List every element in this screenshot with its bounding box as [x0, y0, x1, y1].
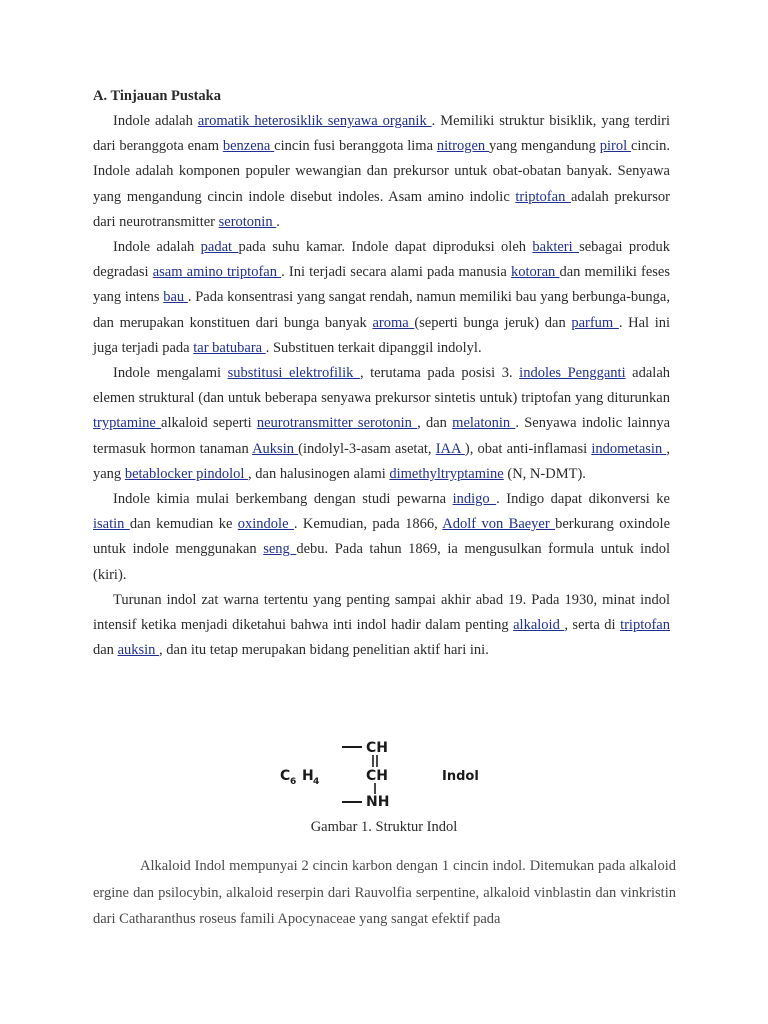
hyperlink[interactable]: indoles Pengganti [519, 365, 626, 382]
hyperlink[interactable]: nitrogen [436, 138, 489, 155]
hyperlink[interactable]: neurotransmitter serotonin [256, 415, 418, 432]
paragraph-text: . Indigo dapat dikonversi ke [496, 491, 670, 508]
paragraph-text: . Ini terjadi secara alami pada manusia [281, 264, 511, 281]
paragraph-text: dan memiliki feses yang intens [93, 264, 671, 306]
hyperlink[interactable]: substitusi elektrofilik [227, 365, 360, 382]
paragraph-text: . Substituen terkait dipanggil indolyl. [265, 339, 482, 356]
hyperlink[interactable]: dimethyltryptamine [389, 465, 504, 482]
indol-structure-figure [0, 736, 768, 816]
paragraph-2 [93, 235, 670, 361]
hyperlink[interactable]: triptofan [515, 188, 571, 205]
paragraph-text: , dan halusinogen alami [248, 465, 390, 482]
paragraph-text: alkaloid seperti [161, 415, 257, 432]
c6-subscript: 6 [290, 777, 297, 787]
hyperlink[interactable]: serotonin [218, 213, 277, 230]
paragraph-text: Turunan indol zat warna tertentu yang penting sampai akhir abad 19. Pada 1930, minat indol intensif ketika menjadi diketahui bahwa inti indol hadir dalam penting [93, 591, 670, 634]
paragraph-text: (seperti bunga jeruk) dan [414, 314, 572, 331]
paragraph-alkaloid-indol: Alkaloid Indol mempunyai 2 cincin karbon dengan 1 cincin indol. Ditemukan pada alkaloid ergine dan psilocybin, alkaloid reserpin dari Rauvolfia serpentine, alkaloid vinblastin dan vinkristin dari Catharanthus roseus famili Apocynaceae yang sangat efektif pada [93, 858, 676, 927]
paragraph-text: Indole adalah [113, 239, 201, 256]
paragraph-text: dan [93, 642, 118, 659]
paragraph-text: , terutama pada posisi 3. [359, 365, 520, 382]
paragraph-text: . Pada konsentrasi yang sangat rendah, namun memiliki bau yang berbunga-bunga, dan merupakan konstituen dari bunga banyak [93, 289, 670, 331]
paragraph-text: , serta di [564, 617, 621, 634]
paragraph-text: cincin fusi beranggota lima [274, 138, 437, 155]
paragraph-text: . Memiliki struktur bisiklik, yang terdiri dari beranggota enam [93, 113, 670, 155]
hyperlink[interactable]: bakteri [532, 239, 580, 256]
hyperlink[interactable]: indometasin [591, 440, 667, 457]
paragraph-text: . Senyawa indolic lainnya termasuk hormon tanaman [93, 415, 670, 457]
hyperlink[interactable]: IAA [435, 440, 465, 457]
paragraph-text: . [276, 213, 280, 230]
hyperlink[interactable]: benzena [222, 138, 275, 155]
hyperlink[interactable]: asam amino triptofan [152, 264, 282, 281]
paragraph-text: adalah prekursor dari neurotransmitter [93, 188, 670, 230]
paragraph-text: ), obat anti-inflamasi [464, 440, 592, 457]
hyperlink[interactable]: aroma [372, 314, 415, 331]
hyperlink[interactable]: oxindole [237, 516, 294, 533]
paragraph-text: , yang [93, 440, 670, 482]
paragraph-text: dan kemudian ke [129, 516, 238, 533]
hyperlink[interactable]: parfum [571, 314, 619, 331]
hyperlink[interactable]: seng [263, 541, 297, 558]
paragraph-text: (N, N-DMT). [503, 465, 586, 482]
h4-text: H [302, 768, 314, 784]
hyperlink[interactable]: Adolf von Baeyer [442, 516, 556, 533]
ch-mid-text: CH [366, 768, 388, 784]
paragraph-5 [93, 588, 670, 664]
hyperlink[interactable]: pirol [599, 138, 631, 155]
paragraph-1 [93, 109, 670, 235]
paragraph-3 [93, 361, 670, 487]
hyperlink[interactable]: tryptamine [93, 415, 162, 432]
paragraph-text: sebagai produk degradasi [93, 239, 671, 281]
paragraph-text: berkurang oxindole untuk indole menggunakan [93, 516, 670, 558]
indol-label: Indol [442, 769, 479, 784]
paragraph-text: adalah elemen struktural (dan untuk beberapa senyawa prekursor sintetis untuk) triptofan yang diturunkan [93, 365, 671, 407]
paragraph-text: pada suhu kamar. Indole dapat diproduksi oleh [238, 239, 533, 256]
paragraph-text: Indole adalah [113, 113, 198, 129]
hyperlink[interactable]: tar batubara [193, 339, 266, 356]
hyperlink[interactable]: bau [163, 289, 188, 306]
hyperlink[interactable]: auksin [117, 642, 160, 659]
paragraph-text: (indolyl-3-asam asetat, [298, 440, 436, 457]
figure-caption: Gambar 1. Struktur Indol [310, 819, 458, 835]
hyperlink[interactable]: betablocker pindolol [124, 465, 249, 482]
paragraph-text: yang mengandung [489, 138, 600, 155]
c6-text: C [280, 768, 291, 784]
paragraph-text: Indole kimia mulai berkembang dengan studi pewarna [113, 491, 453, 508]
indol-structure-diagram [280, 736, 500, 816]
hyperlink[interactable]: aromatik heterosiklik senyawa organik [197, 113, 432, 129]
hyperlink[interactable]: melatonin [452, 415, 516, 432]
document-content [93, 84, 670, 663]
hyperlink[interactable]: padat [200, 239, 239, 256]
hyperlink[interactable]: isatin [93, 516, 130, 533]
hyperlink[interactable]: indigo [452, 491, 497, 508]
paragraph-text: cincin. Indole adalah komponen populer wewangian dan prekursor untuk obat-obatan banyak. Senyawa yang mengandung cincin indole disebut indoles. Asam amino indolic [93, 138, 671, 205]
paragraph-4 [93, 487, 670, 588]
paragraph-text: , dan itu tetap merupakan bidang penelitian aktif hari ini. [159, 642, 489, 659]
h4-subscript: 4 [313, 777, 320, 787]
hyperlink[interactable]: triptofan [620, 617, 670, 634]
hyperlink[interactable]: alkaloid [513, 617, 565, 634]
nh-text: NH [366, 794, 390, 810]
paragraph-text: , dan [417, 415, 453, 432]
hyperlink[interactable]: Auksin [252, 440, 299, 457]
paragraph-text: . Kemudian, pada 1866, [293, 516, 443, 533]
paragraph-text: debu. Pada tahun 1869, ia mengusulkan formula untuk indol (kiri). [93, 541, 670, 583]
section-heading: A. Tinjauan Pustaka [93, 88, 222, 104]
paragraph-text: . Hal ini juga terjadi pada [93, 314, 670, 356]
ch-top-text: CH [366, 740, 388, 756]
paragraph-text: Indole mengalami [113, 365, 228, 382]
hyperlink[interactable]: kotoran [511, 264, 560, 281]
